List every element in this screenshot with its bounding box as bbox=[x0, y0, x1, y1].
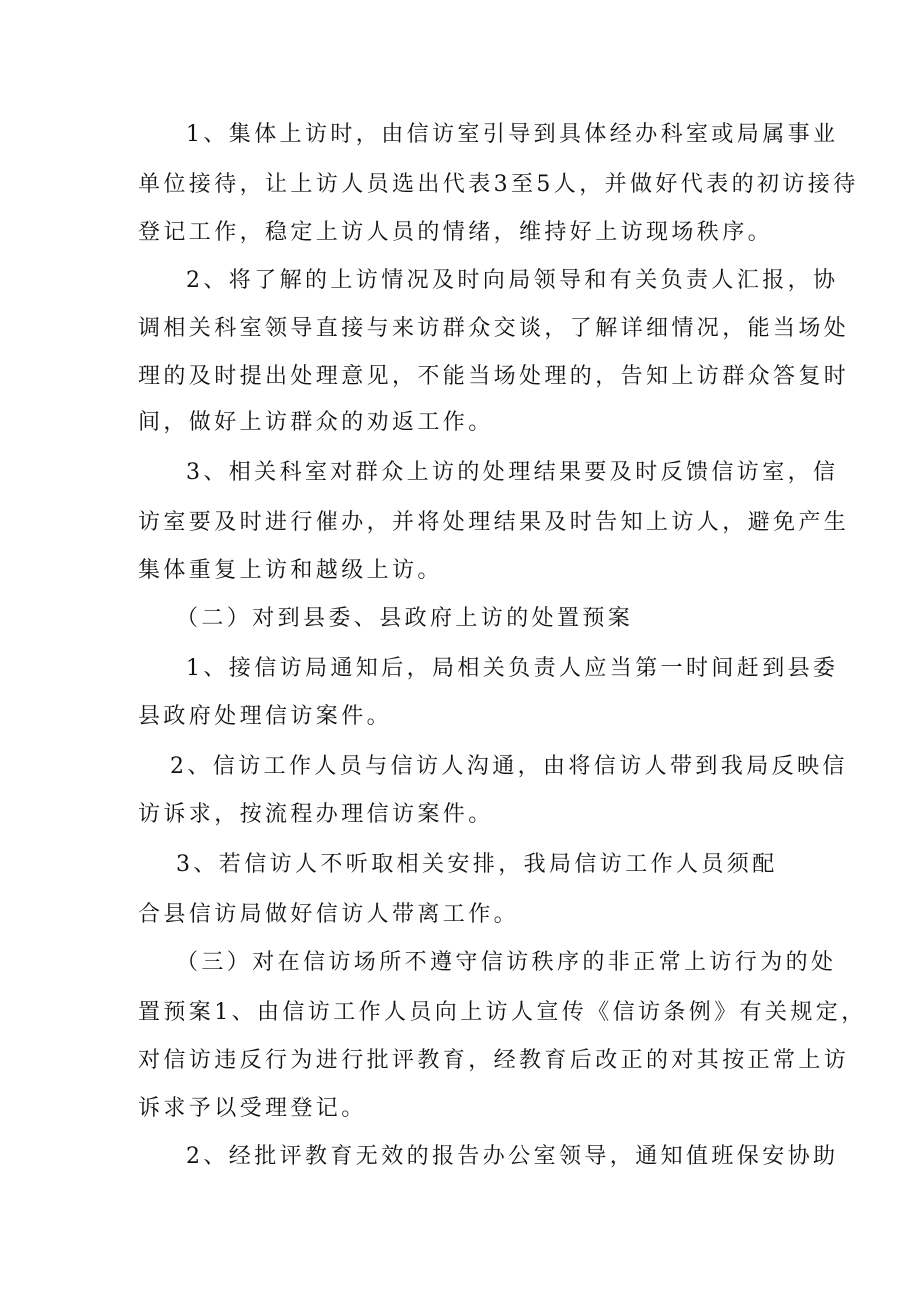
paragraph-6-line-2: 合县信访局做好信访人带离工作。 bbox=[138, 902, 520, 927]
paragraph-1-line-3: 登记工作，稳定上访人员的情绪，维持好上访现场秩序。 bbox=[138, 220, 774, 245]
paragraph-2-line-3: 理的及时提出处理意见，不能当场处理的，告知上访群众答复时 bbox=[138, 364, 850, 389]
section-heading-2: （二）对到县委、县政府上访的处置预案 bbox=[176, 606, 634, 631]
paragraph-3-line-3: 集体重复上访和越级上访。 bbox=[138, 558, 443, 583]
paragraph-2-line-1: 2、将了解的上访情况及时向局领导和有关负责人汇报，协 bbox=[186, 268, 839, 293]
section-heading-3: （三）对在信访场所不遵守信访秩序的非正常上访行为的处 bbox=[176, 950, 837, 975]
paragraph-1-line-1: 1、集体上访时，由信访室引导到具体经办科室或局属事业 bbox=[186, 122, 839, 147]
paragraph-2-line-2: 调相关科室领导直接与来访群众交谈，了解详细情况，能当场处 bbox=[138, 316, 850, 341]
paragraph-5-line-1: 2、信访工作人员与信访人沟通，由将信访人带到我局反映信 bbox=[170, 754, 848, 779]
paragraph-7-line-1: 置预案1、由信访工作人员向上访人宣传《信访条例》有关规定， bbox=[138, 1000, 867, 1025]
paragraph-4-line-1: 1、接信访局通知后，局相关负责人应当第一时间赶到县委 bbox=[186, 656, 839, 681]
paragraph-3-line-1: 3、相关科室对群众上访的处理结果要及时反馈信访室，信 bbox=[186, 460, 839, 485]
paragraph-2-line-4: 间，做好上访群众的劝返工作。 bbox=[138, 410, 494, 435]
paragraph-5-line-2: 访诉求，按流程办理信访案件。 bbox=[138, 802, 494, 827]
paragraph-3-line-2: 访室要及时进行催办，并将处理结果及时告知上访人，避免产生 bbox=[138, 510, 850, 535]
paragraph-7-line-3: 诉求予以受理登记。 bbox=[138, 1096, 367, 1121]
paragraph-6-line-1: 3、若信访人不听取相关安排，我局信访工作人员须配 bbox=[176, 852, 778, 877]
paragraph-7-line-2: 对信访违反行为进行批评教育，经教育后改正的对其按正常上访 bbox=[138, 1048, 850, 1073]
paragraph-1-line-2: 单位接待，让上访人员选出代表3至5人，并做好代表的初访接待 bbox=[138, 172, 859, 197]
paragraph-8-line-1: 2、经批评教育无效的报告办公室领导，通知值班保安协助 bbox=[186, 1144, 839, 1169]
paragraph-4-line-2: 县政府处理信访案件。 bbox=[138, 704, 393, 729]
